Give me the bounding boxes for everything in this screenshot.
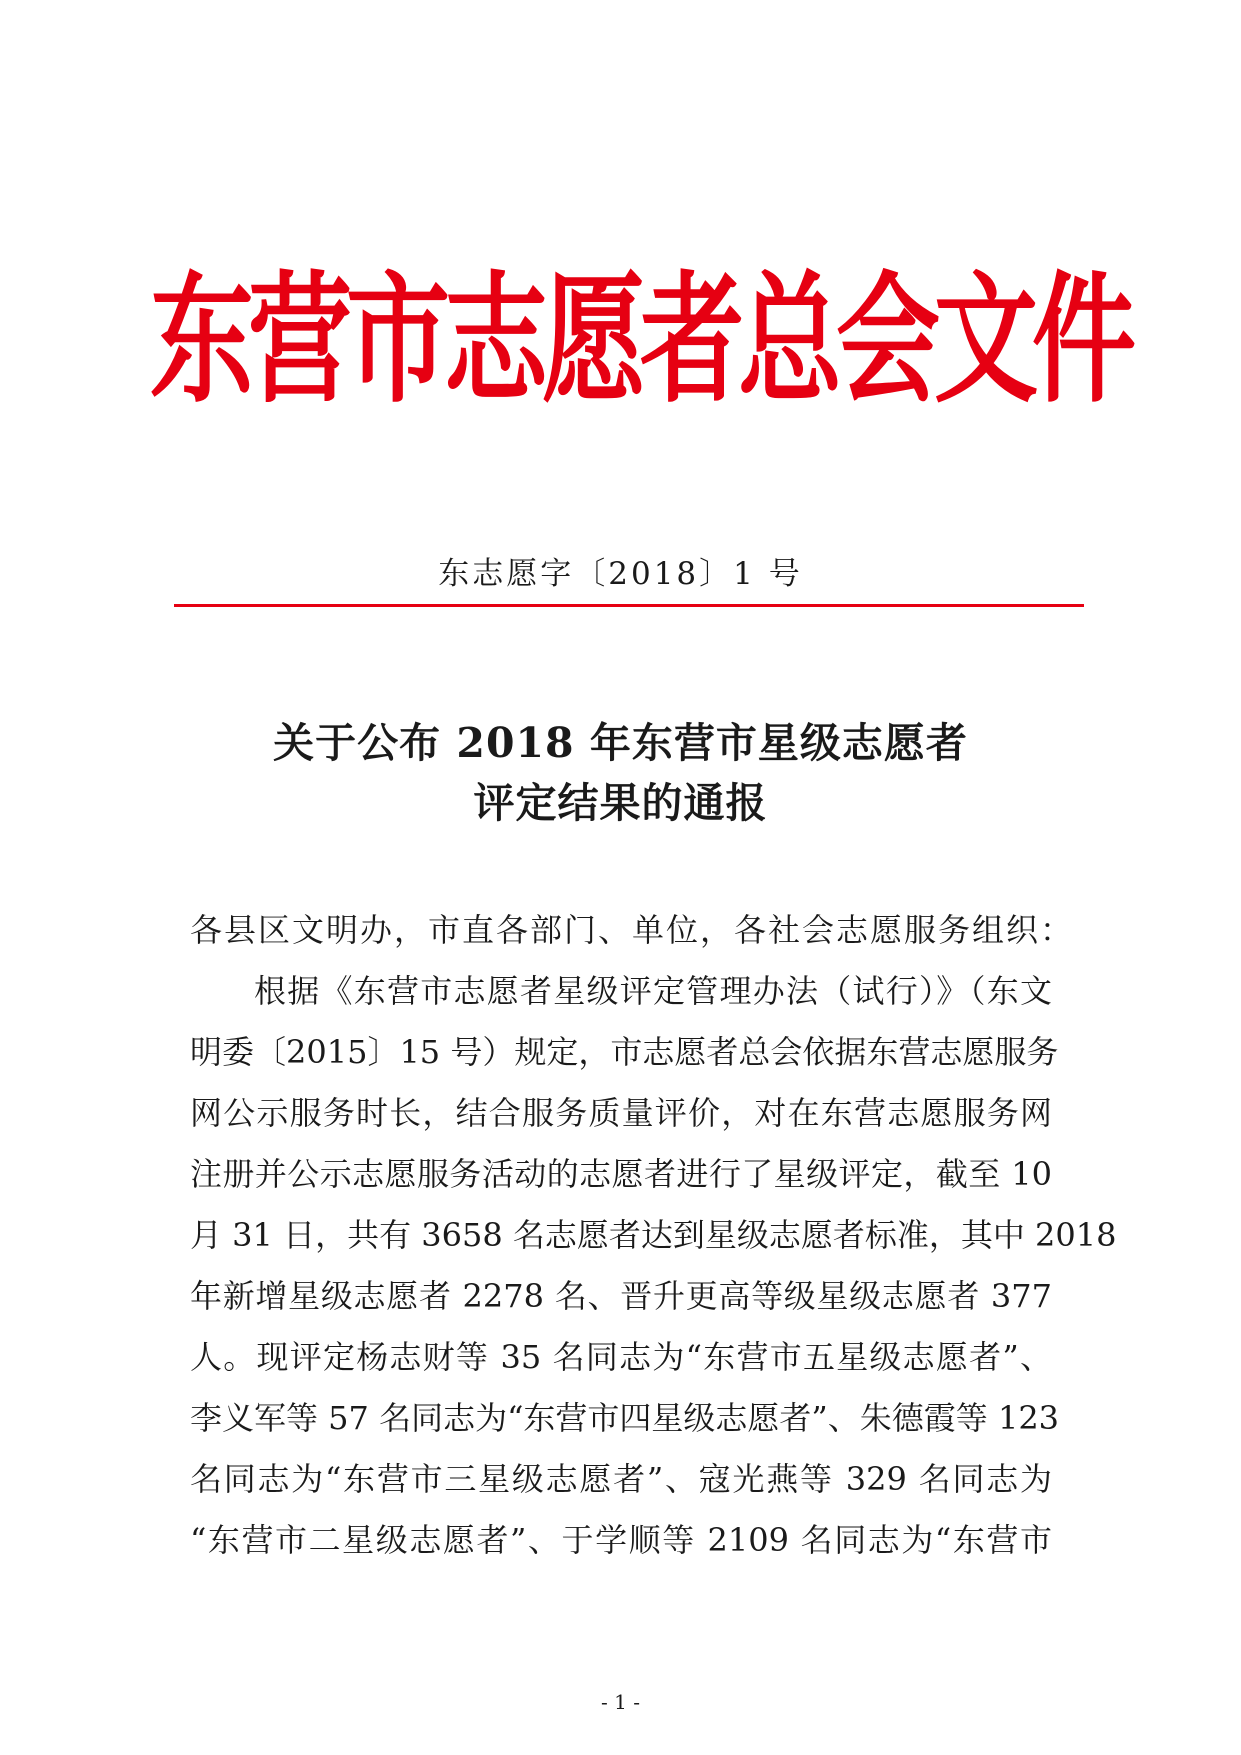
notice-title-line-1: 关于公布 2018 年东营市星级志愿者	[273, 719, 968, 767]
body-line: 明委〔2015〕15 号）规定，市志愿者总会依据东营志愿服务	[190, 1033, 1059, 1071]
body-line: 网公示服务时长，结合服务质量评价，对在东营志愿服务网	[190, 1094, 1052, 1132]
body-line: 名同志为“东营市三星级志愿者”、寇光燕等 329 名同志为	[190, 1460, 1052, 1498]
body-line: 李义军等 57 名同志为“东营市四星级志愿者”、朱德霞等 123	[190, 1399, 1060, 1437]
issuer-header-title: 东营市志愿者总会文件	[150, 257, 1131, 423]
page-number: - 1 -	[601, 1690, 640, 1714]
salutation: 各县区文明办，市直各部门、单位，各社会志愿服务组织：	[190, 911, 1075, 949]
notice-title-line-2: 评定结果的通报	[473, 779, 768, 827]
body-line: 年新增星级志愿者 2278 名、晋升更高等级星级志愿者 377	[190, 1277, 1052, 1315]
body-line: 月 31 日，共有 3658 名志愿者达到星级志愿者标准，其中 2018	[190, 1216, 1117, 1254]
body-line: 注册并公示志愿服务活动的志愿者进行了星级评定，截至 10	[190, 1155, 1052, 1193]
body-line: 人。现评定杨志财等 35 名同志为“东营市五星级志愿者”、	[190, 1338, 1052, 1376]
body-line: 根据《东营市志愿者星级评定管理办法（试行）》（东文	[254, 972, 1052, 1010]
body-line: “东营市二星级志愿者”、于学顺等 2109 名同志为“东营市	[190, 1521, 1052, 1559]
document-number: 东志愿字〔2018〕1 号	[438, 556, 803, 592]
red-divider-line	[174, 604, 1084, 607]
